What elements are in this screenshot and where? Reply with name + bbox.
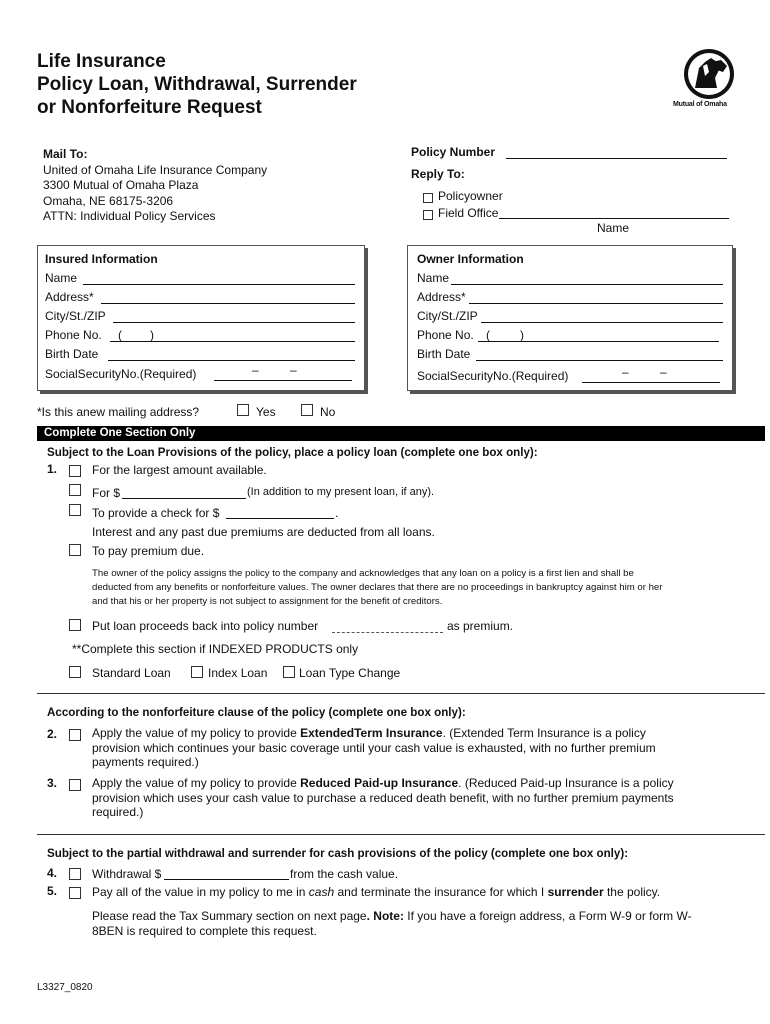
nonforfeiture-heading: According to the nonforfeiture clause of the policy (complete one box only):: [47, 706, 466, 719]
put-back-policy-number-field[interactable]: [332, 620, 443, 633]
extended-term-checkbox[interactable]: [69, 729, 81, 741]
mailing-no-label: No: [320, 405, 336, 419]
reduced-paid-up-checkbox[interactable]: [69, 779, 81, 791]
surrender-text-c: the policy.: [603, 885, 661, 899]
put-back-checkbox[interactable]: [69, 619, 81, 631]
put-back-prefix: Put loan proceeds back into policy number: [92, 619, 319, 633]
index-loan-checkbox[interactable]: [191, 666, 203, 678]
insured-name-label: Name: [45, 271, 78, 285]
insured-information-header: Insured Information: [45, 252, 158, 266]
loan-amount-suffix: (In addition to my present loan, if any).: [247, 486, 435, 498]
largest-amount-label: For the largest amount available.: [92, 463, 267, 477]
reduced-paid-up-suffix: . (Reduced Paid-up Insurance is a policy provision which uses your cash value to purchase a reduced death benefit, with no further premium payments required.): [92, 776, 674, 819]
loan-type-change-checkbox[interactable]: [283, 666, 295, 678]
owner-address-field[interactable]: [469, 291, 723, 304]
logo-wordmark: Mutual of Omaha: [673, 101, 727, 108]
title-line-3: or Nonforfeiture Request: [37, 97, 262, 118]
surrender-checkbox[interactable]: [69, 887, 81, 899]
owner-name-row: [417, 271, 449, 285]
owner-city-field[interactable]: [481, 310, 723, 323]
section-divider-2: [37, 834, 765, 835]
reply-to-label: Reply To:: [411, 167, 465, 181]
section-divider-1: [37, 693, 765, 694]
insured-birth-row: [45, 347, 98, 361]
owner-information-box: [407, 245, 733, 391]
loan-section-heading: Subject to the Loan Provisions of the policy, place a policy loan (complete one box only):: [47, 446, 538, 459]
surrender-text-a: Pay all of the value in my policy to me in: [92, 885, 309, 899]
tax-summary-note: [92, 909, 712, 939]
mail-to-label: Mail To:: [43, 147, 88, 161]
loan-section-number: 1.: [47, 462, 58, 476]
withdrawal-suffix: from the cash value.: [290, 867, 399, 881]
tax-summary-note-bold: . Note:: [366, 909, 404, 923]
standard-loan-label: Standard Loan: [92, 666, 171, 680]
owner-city-row: [417, 309, 478, 323]
mailing-yes-checkbox[interactable]: [237, 404, 249, 416]
reduced-paid-up-bold: Reduced Paid-up Insurance: [300, 776, 459, 790]
insured-city-field[interactable]: [113, 310, 355, 323]
tax-summary-b: If you have a foreign address, a Form W-9 or form W-8BEN is required to complete this request.: [92, 909, 692, 938]
loan-amount-field[interactable]: [122, 486, 246, 499]
insured-city-label: City/St./ZIP: [45, 309, 106, 323]
reduced-paid-up-prefix: Apply the value of my policy to provide: [92, 776, 301, 790]
insured-address-row: [45, 290, 94, 304]
indexed-products-note: **Complete this section if INDEXED PRODUCTS only: [72, 642, 359, 656]
check-amount-checkbox[interactable]: [69, 504, 81, 516]
policyowner-checkbox[interactable]: [423, 193, 433, 203]
insured-ssn-row: [45, 367, 196, 381]
complete-one-section-text: Complete One Section Only: [44, 427, 196, 439]
option-2-number: 2.: [47, 727, 58, 741]
owner-ssn-label: SocialSecurityNo.(Required): [417, 369, 569, 383]
mail-to-line-3: Omaha, NE 68175-3206: [43, 193, 174, 208]
title-line-1: Life Insurance: [37, 51, 166, 72]
field-office-checkbox[interactable]: [423, 210, 433, 220]
largest-amount-checkbox[interactable]: [69, 465, 81, 477]
form-title: [37, 50, 357, 119]
tax-summary-a: Please read the Tax Summary section on next page: [92, 909, 367, 923]
extended-term-suffix: . (Extended Term Insurance is a policy provision which continues your basic coverage until your cash value is exhausted, with no further premium payments required.): [92, 726, 656, 769]
owner-ssn-dash-1: –: [622, 365, 629, 379]
insured-address-label: Address*: [45, 290, 94, 304]
standard-loan-checkbox[interactable]: [69, 666, 81, 678]
owner-phone-field[interactable]: [478, 329, 719, 342]
option-3-number: 3.: [47, 776, 58, 790]
mailing-no-checkbox[interactable]: [301, 404, 313, 416]
withdrawal-heading: Subject to the partial withdrawal and surrender for cash provisions of the policy (complete one box only):: [47, 847, 629, 860]
extended-term-prefix: Apply the value of my policy to provide: [92, 726, 301, 740]
owner-name-label: Name: [417, 271, 450, 285]
withdrawal-checkbox[interactable]: [69, 868, 81, 880]
field-office-name-field[interactable]: [499, 206, 729, 219]
owner-city-label: City/St./ZIP: [417, 309, 478, 323]
owner-ssn-row: [417, 369, 568, 383]
withdrawal-prefix: Withdrawal $: [92, 867, 162, 881]
complete-one-section-band: [37, 426, 765, 441]
field-office-name-caption: Name: [597, 221, 630, 235]
insured-birth-label: Birth Date: [45, 347, 99, 361]
owner-ssn-dash-2: –: [660, 365, 667, 379]
insured-phone-area-open: (: [118, 328, 122, 342]
form-code: L3327_0820: [37, 982, 93, 993]
mail-to-line-4: ATTN: Individual Policy Services: [43, 209, 216, 223]
owner-assignment-note: The owner of the policy assigns the policy to the company and acknowledges that any loan on a policy is a first lien and shall be deducted from any benefits or nonforfeiture values. The owner declares that there are no proceedings in bankruptcy against him or her and that his or her property is not subject to assignment for the benefit of creditors.: [92, 568, 663, 607]
surrender-text-b: and terminate the insurance for which I: [334, 885, 548, 899]
withdrawal-amount-field[interactable]: [164, 867, 289, 880]
insured-address-field[interactable]: [101, 291, 355, 304]
pay-premium-checkbox[interactable]: [69, 544, 81, 556]
insured-information-box: [37, 245, 365, 391]
owner-birth-label: Birth Date: [417, 347, 471, 361]
owner-information-header: Owner Information: [417, 252, 524, 266]
insured-ssn-field[interactable]: [214, 368, 352, 381]
owner-address-label: Address*: [417, 290, 466, 304]
owner-birth-row: [417, 347, 470, 361]
policy-number-label: Policy Number: [411, 145, 496, 159]
surrender-text: [92, 885, 660, 899]
put-back-suffix: as premium.: [447, 619, 514, 633]
owner-phone-row: [417, 328, 474, 342]
insured-phone-label: Phone No.: [45, 328, 102, 342]
check-amount-prefix: To provide a check for $: [92, 506, 220, 520]
owner-phone-area-open: (: [486, 328, 490, 342]
extended-term-text: [92, 726, 697, 770]
title-line-2: Policy Loan, Withdrawal, Surrender: [37, 74, 357, 95]
insured-birth-field[interactable]: [108, 348, 355, 361]
loan-amount-checkbox[interactable]: [69, 484, 81, 496]
insured-name-field[interactable]: [83, 272, 355, 285]
mailing-yes-label: Yes: [256, 405, 276, 419]
mail-to-line-1: United of Omaha Life Insurance Company: [43, 162, 268, 177]
extended-term-bold: ExtendedTerm Insurance: [300, 726, 443, 740]
mail-to-line-2: 3300 Mutual of Omaha Plaza: [43, 178, 199, 192]
insured-phone-field[interactable]: [110, 329, 355, 342]
policyowner-label: Policyowner: [438, 189, 503, 203]
index-loan-label: Index Loan: [208, 666, 268, 680]
policy-number-field[interactable]: [506, 146, 727, 159]
owner-name-field[interactable]: [451, 272, 723, 285]
surrender-text-bold: surrender: [547, 885, 604, 899]
insured-phone-row: [45, 328, 102, 342]
interest-note: Interest and any past due premiums are deducted from all loans.: [92, 525, 435, 539]
owner-phone-label: Phone No.: [417, 328, 474, 342]
insured-ssn-dash-1: –: [252, 363, 259, 377]
new-mailing-address-question: *Is this anew mailing address?: [37, 405, 200, 419]
owner-phone-area-close: ): [520, 328, 524, 342]
insured-phone-area-close: ): [150, 328, 154, 342]
pay-premium-label: To pay premium due.: [92, 544, 205, 558]
reduced-paid-up-text: [92, 776, 704, 820]
insured-name-row: [45, 271, 77, 285]
check-amount-suffix: .: [335, 506, 339, 520]
check-amount-field[interactable]: [226, 506, 334, 519]
option-5-number: 5.: [47, 884, 58, 898]
option-4-number: 4.: [47, 866, 58, 880]
insured-city-row: [45, 309, 106, 323]
insured-ssn-dash-2: –: [290, 363, 297, 377]
loan-amount-prefix: For $: [92, 486, 121, 500]
owner-ssn-field[interactable]: [582, 370, 720, 383]
owner-address-row: [417, 290, 466, 304]
mail-to-block: [43, 147, 267, 225]
field-office-label: Field Office: [438, 206, 499, 220]
owner-birth-field[interactable]: [476, 348, 723, 361]
insured-ssn-label: SocialSecurityNo.(Required): [45, 367, 197, 381]
surrender-text-cash: cash: [308, 885, 335, 899]
loan-type-change-label: Loan Type Change: [299, 666, 401, 680]
